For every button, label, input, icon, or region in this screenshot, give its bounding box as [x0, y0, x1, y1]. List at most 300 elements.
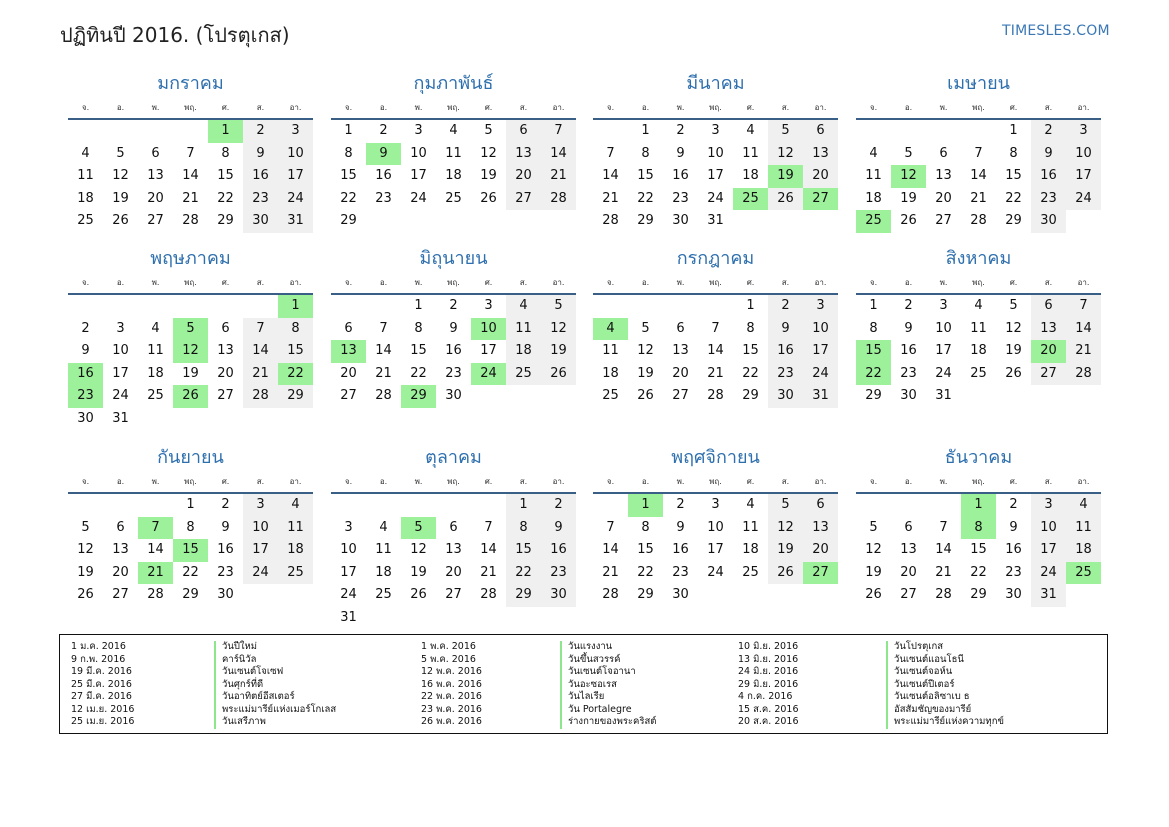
day-cell: 21: [602, 564, 619, 580]
legend-entry: วันเซนต์โจอานา: [568, 666, 636, 677]
day-cell: 12: [768, 143, 803, 166]
empty-cell: [663, 295, 698, 318]
day-cell: 30: [243, 210, 278, 233]
weekday-label: ศ.: [1009, 278, 1018, 287]
weekday-label: ศ.: [746, 477, 755, 486]
weekday-label: อา.: [289, 103, 302, 112]
month-block: [593, 69, 838, 233]
day-cell: 23: [243, 188, 278, 211]
day-cell: 23: [1031, 188, 1066, 211]
weekday-header: [593, 475, 838, 489]
holiday-day-cell: 15: [173, 539, 208, 562]
day-cell: 10: [1066, 143, 1101, 166]
day-cell: 10: [707, 519, 724, 535]
day-cell: 29: [637, 213, 654, 228]
holiday-day-cell: 12: [891, 165, 926, 188]
day-cell: 6: [221, 320, 230, 336]
holiday-day-cell: 20: [1031, 340, 1066, 363]
empty-cell: [436, 494, 471, 517]
day-grid: [68, 494, 313, 607]
legend-entry: 13 มิ.ย. 2016: [738, 653, 799, 665]
day-cell: 1: [641, 123, 650, 138]
weekday-label: อา.: [1077, 103, 1090, 112]
weekday-header: [331, 101, 576, 115]
day-cell: 6: [506, 120, 541, 143]
weekday-label: พ.: [414, 103, 423, 112]
day-cell: 29: [865, 388, 882, 403]
legend-entry: วันโปรตุเกส: [894, 641, 944, 652]
weekday-label: พฤ.: [972, 103, 985, 112]
day-cell: 16: [672, 542, 689, 557]
day-cell: 3: [243, 494, 278, 517]
day-cell: 11: [445, 145, 462, 161]
day-cell: 12: [1005, 320, 1022, 336]
holiday-day-cell: 27: [803, 188, 838, 211]
month-block: [593, 244, 838, 408]
legend-entry: 15 ส.ค. 2016: [738, 703, 799, 715]
day-cell: 24: [707, 190, 724, 206]
legend-col3-dates: [738, 641, 799, 729]
day-cell: 14: [707, 343, 724, 358]
day-cell: 21: [1066, 340, 1101, 363]
day-cell: 29: [217, 213, 234, 228]
day-cell: 9: [81, 343, 90, 358]
day-cell: 6: [151, 145, 160, 161]
day-cell: 5: [641, 320, 650, 336]
legend-entry: วันเซนต์จอห์น: [894, 666, 953, 677]
day-cell: 17: [410, 168, 427, 183]
day-cell: 27: [900, 587, 917, 602]
holiday-day-cell: 13: [331, 340, 366, 363]
day-cell: 8: [278, 318, 313, 341]
day-cell: 12: [637, 343, 654, 358]
day-cell: 14: [182, 168, 199, 183]
day-cell: 13: [506, 143, 541, 166]
day-cell: 10: [707, 145, 724, 161]
legend-entry: วันปีใหม่: [222, 641, 258, 652]
day-cell: 26: [768, 188, 803, 211]
legend-entry: 4 ก.ค. 2016: [738, 691, 793, 702]
day-cell: 15: [742, 343, 759, 358]
day-cell: 3: [414, 123, 423, 138]
weekday-label: พฤ.: [447, 278, 460, 287]
day-grid: [593, 120, 838, 233]
day-cell: 6: [344, 320, 353, 336]
day-cell: 11: [278, 517, 313, 540]
day-cell: 17: [278, 165, 313, 188]
day-cell: 28: [147, 587, 164, 602]
day-cell: 9: [221, 519, 230, 535]
day-cell: 12: [112, 168, 129, 183]
legend-col1-dates: [71, 641, 134, 729]
weekday-label: ส.: [256, 278, 265, 287]
day-cell: 9: [541, 517, 576, 540]
day-cell: 1: [414, 298, 423, 313]
day-cell: 6: [904, 519, 913, 535]
weekday-header: [593, 276, 838, 290]
weekday-label: อ.: [904, 278, 913, 287]
day-cell: 3: [344, 519, 353, 535]
day-cell: 17: [340, 564, 357, 580]
day-cell: 22: [742, 365, 759, 381]
day-cell: 14: [480, 542, 497, 557]
day-cell: 24: [410, 190, 427, 206]
holiday-day-cell: 26: [173, 385, 208, 408]
day-cell: 31: [278, 210, 313, 233]
day-cell: 10: [340, 542, 357, 557]
day-cell: 2: [768, 295, 803, 318]
day-cell: 18: [602, 365, 619, 381]
day-cell: 2: [449, 298, 458, 313]
day-cell: 26: [410, 587, 427, 602]
day-cell: 24: [340, 587, 357, 602]
day-cell: 15: [637, 542, 654, 557]
day-cell: 19: [900, 190, 917, 206]
day-cell: 17: [803, 340, 838, 363]
day-cell: 24: [1031, 562, 1066, 585]
day-cell: 18: [1066, 539, 1101, 562]
month-name: เมษายน: [947, 73, 1010, 94]
weekday-label: อ.: [904, 477, 913, 486]
day-cell: 24: [112, 388, 129, 403]
day-cell: 8: [221, 145, 230, 161]
day-cell: 7: [606, 519, 615, 535]
day-cell: 3: [711, 497, 720, 512]
legend-entry: วันไลเรีย: [568, 691, 605, 702]
day-cell: 9: [449, 320, 458, 336]
day-cell: 26: [1005, 365, 1022, 381]
day-cell: 31: [112, 410, 129, 426]
day-cell: 19: [182, 365, 199, 381]
day-cell: 25: [445, 190, 462, 206]
day-cell: 5: [768, 120, 803, 143]
weekday-label: อ.: [641, 103, 650, 112]
day-cell: 28: [707, 388, 724, 403]
day-cell: 8: [344, 145, 353, 161]
day-grid: [331, 120, 576, 233]
day-cell: 21: [970, 190, 987, 206]
day-cell: 9: [1031, 143, 1066, 166]
holiday-legend: [59, 634, 1108, 734]
weekday-label: ศ.: [484, 278, 493, 287]
day-cell: 4: [746, 123, 755, 138]
day-cell: 28: [602, 587, 619, 602]
holiday-day-cell: 16: [68, 363, 103, 386]
day-cell: 24: [243, 562, 278, 585]
day-cell: 21: [480, 564, 497, 580]
day-cell: 24: [803, 363, 838, 386]
weekday-label: จ.: [81, 278, 90, 287]
day-cell: 1: [869, 298, 878, 313]
day-cell: 9: [1009, 519, 1018, 535]
weekday-label: อา.: [552, 477, 565, 486]
holiday-day-cell: 15: [856, 340, 891, 363]
empty-cell: [68, 494, 103, 517]
holiday-day-cell: 1: [961, 494, 996, 517]
empty-cell: [68, 120, 103, 143]
day-cell: 15: [340, 168, 357, 183]
month-name: ธันวาคม: [944, 447, 1013, 468]
day-cell: 23: [672, 564, 689, 580]
day-cell: 6: [803, 120, 838, 143]
weekday-label: พฤ.: [709, 278, 722, 287]
day-cell: 16: [541, 539, 576, 562]
weekday-label: พฤ.: [447, 103, 460, 112]
empty-cell: [138, 494, 173, 517]
legend-entry: วันเซนต์โจเซฟ: [222, 666, 284, 677]
day-cell: 23: [672, 190, 689, 206]
legend-col2-dates: [421, 641, 482, 729]
day-cell: 22: [1005, 190, 1022, 206]
weekday-label: อา.: [814, 477, 827, 486]
day-cell: 23: [900, 365, 917, 381]
day-cell: 28: [375, 388, 392, 403]
day-cell: 13: [672, 343, 689, 358]
weekday-label: จ.: [344, 103, 353, 112]
legend-entry: 12 พ.ค. 2016: [421, 666, 482, 677]
holiday-day-cell: 1: [208, 120, 243, 143]
day-cell: 7: [606, 145, 615, 161]
holiday-day-cell: 22: [856, 363, 891, 386]
day-cell: 6: [1031, 295, 1066, 318]
weekday-label: อ.: [379, 278, 388, 287]
day-cell: 18: [77, 190, 94, 206]
day-cell: 16: [217, 542, 234, 557]
day-cell: 23: [541, 562, 576, 585]
day-cell: 29: [506, 584, 541, 607]
day-grid: [856, 120, 1101, 233]
legend-entry: 9 ก.พ. 2016: [71, 653, 126, 665]
legend-entry: 5 พ.ค. 2016: [421, 653, 476, 665]
day-cell: 25: [506, 363, 541, 386]
month-name: ตุลาคม: [425, 447, 482, 468]
day-cell: 31: [340, 609, 357, 625]
month-block: [68, 69, 313, 233]
empty-cell: [891, 120, 926, 143]
day-cell: 7: [186, 145, 195, 161]
legend-entry: 25 เม.ย. 2016: [71, 716, 135, 727]
day-cell: 13: [147, 168, 164, 183]
weekday-label: ศ.: [221, 278, 230, 287]
day-cell: 11: [1066, 517, 1101, 540]
month-name: มกราคม: [157, 73, 224, 94]
day-cell: 2: [904, 298, 913, 313]
legend-entry: วันเสรีภาพ: [222, 716, 266, 727]
day-cell: 19: [410, 564, 427, 580]
day-cell: 2: [541, 494, 576, 517]
day-cell: 8: [869, 320, 878, 336]
day-cell: 6: [116, 519, 125, 535]
day-cell: 2: [221, 497, 230, 512]
day-cell: 29: [970, 587, 987, 602]
legend-entry: 22 พ.ค. 2016: [421, 691, 482, 702]
day-cell: 7: [379, 320, 388, 336]
day-cell: 5: [869, 519, 878, 535]
weekday-header: [331, 475, 576, 489]
day-cell: 8: [1009, 145, 1018, 161]
month-name: กุมภาพันธ์: [413, 73, 494, 94]
day-cell: 18: [742, 168, 759, 183]
month-name: มิถุนายน: [419, 248, 488, 269]
day-cell: 5: [768, 494, 803, 517]
day-cell: 9: [676, 145, 685, 161]
day-cell: 3: [278, 120, 313, 143]
day-cell: 22: [410, 365, 427, 381]
day-cell: 26: [480, 190, 497, 206]
day-cell: 19: [77, 564, 94, 580]
day-grid: [331, 494, 576, 629]
day-cell: 20: [147, 190, 164, 206]
legend-entry: อัสสัมชัญของมารีย์: [894, 703, 972, 715]
weekday-label: อ.: [641, 278, 650, 287]
day-cell: 2: [243, 120, 278, 143]
day-cell: 2: [1031, 120, 1066, 143]
month-block: [856, 244, 1101, 408]
day-cell: 13: [217, 343, 234, 358]
holiday-day-cell: 24: [471, 363, 506, 386]
day-cell: 16: [243, 165, 278, 188]
day-grid: [68, 120, 313, 233]
day-cell: 17: [480, 343, 497, 358]
weekday-label: พฤ.: [709, 477, 722, 486]
day-cell: 4: [449, 123, 458, 138]
day-cell: 16: [375, 168, 392, 183]
day-cell: 15: [410, 343, 427, 358]
day-cell: 15: [1005, 168, 1022, 183]
day-cell: 5: [116, 145, 125, 161]
day-cell: 27: [445, 587, 462, 602]
day-cell: 3: [116, 320, 125, 336]
day-cell: 22: [970, 564, 987, 580]
day-cell: 14: [935, 542, 952, 557]
day-cell: 2: [81, 320, 90, 336]
weekday-header: [856, 101, 1101, 115]
day-cell: 22: [340, 190, 357, 206]
day-cell: 16: [1031, 165, 1066, 188]
day-cell: 30: [1005, 587, 1022, 602]
day-cell: 1: [344, 123, 353, 138]
legend-entry: ร่างกายของพระคริสต์: [568, 716, 657, 727]
legend-entry: 24 มิ.ย. 2016: [738, 666, 799, 677]
day-cell: 10: [243, 517, 278, 540]
day-cell: 5: [904, 145, 913, 161]
month-block: [331, 69, 576, 233]
day-cell: 18: [970, 343, 987, 358]
day-cell: 13: [445, 542, 462, 557]
empty-cell: [173, 295, 208, 318]
day-cell: 14: [1066, 318, 1101, 341]
day-cell: 4: [1066, 494, 1101, 517]
legend-entry: วันขึ้นสวรรค์: [568, 653, 621, 665]
empty-cell: [593, 494, 628, 517]
empty-cell: [103, 120, 138, 143]
weekday-label: อา.: [552, 278, 565, 287]
weekday-label: พฤ.: [447, 477, 460, 486]
legend-entry: 27 มี.ค. 2016: [71, 691, 132, 702]
day-cell: 6: [676, 320, 685, 336]
day-cell: 18: [375, 564, 392, 580]
day-cell: 8: [641, 519, 650, 535]
day-cell: 4: [81, 145, 90, 161]
day-cell: 9: [676, 519, 685, 535]
day-cell: 14: [970, 168, 987, 183]
weekday-label: อา.: [289, 477, 302, 486]
weekday-label: ส.: [1044, 103, 1053, 112]
holiday-day-cell: 1: [278, 295, 313, 318]
day-cell: 31: [803, 385, 838, 408]
weekday-label: พฤ.: [972, 278, 985, 287]
legend-entry: วันอะซอเรส: [568, 678, 617, 690]
day-cell: 9: [904, 320, 913, 336]
day-cell: 28: [243, 385, 278, 408]
day-cell: 28: [970, 213, 987, 228]
day-cell: 3: [803, 295, 838, 318]
day-cell: 21: [375, 365, 392, 381]
empty-cell: [698, 295, 733, 318]
legend-entry: 10 มิ.ย. 2016: [738, 641, 799, 652]
day-cell: 17: [707, 168, 724, 183]
day-cell: 4: [278, 494, 313, 517]
day-cell: 8: [506, 517, 541, 540]
empty-cell: [856, 494, 891, 517]
day-cell: 3: [484, 298, 493, 313]
month-block: [331, 443, 576, 629]
day-cell: 17: [1031, 539, 1066, 562]
day-cell: 25: [147, 388, 164, 403]
day-cell: 24: [278, 188, 313, 211]
weekday-label: จ.: [606, 278, 615, 287]
day-cell: 13: [112, 542, 129, 557]
day-cell: 1: [186, 497, 195, 512]
day-cell: 28: [935, 587, 952, 602]
day-cell: 18: [865, 190, 882, 206]
day-cell: 29: [278, 385, 313, 408]
weekday-label: พ.: [939, 477, 948, 486]
weekday-label: อ.: [641, 477, 650, 486]
day-cell: 29: [182, 587, 199, 602]
month-block: [331, 244, 576, 408]
day-cell: 5: [541, 295, 576, 318]
day-cell: 11: [742, 519, 759, 535]
day-cell: 20: [803, 539, 838, 562]
day-cell: 30: [445, 388, 462, 403]
site-link[interactable]: TIMESLES.COM: [1002, 23, 1110, 39]
day-cell: 4: [379, 519, 388, 535]
holiday-day-cell: 5: [173, 318, 208, 341]
empty-cell: [366, 494, 401, 517]
holiday-day-cell: 12: [173, 340, 208, 363]
day-cell: 13: [1031, 318, 1066, 341]
day-cell: 19: [480, 168, 497, 183]
day-cell: 30: [77, 410, 94, 426]
weekday-label: ศ.: [746, 103, 755, 112]
weekday-label: ส.: [1044, 477, 1053, 486]
day-cell: 11: [602, 343, 619, 358]
legend-entry: พระแม่มารีย์แห่งเมอร์โกเลส: [222, 703, 337, 715]
day-cell: 3: [1066, 120, 1101, 143]
month-block: [856, 69, 1101, 233]
empty-cell: [628, 295, 663, 318]
weekday-label: จ.: [81, 477, 90, 486]
day-cell: 8: [746, 320, 755, 336]
day-cell: 3: [1031, 494, 1066, 517]
weekday-label: ศ.: [221, 103, 230, 112]
day-cell: 20: [935, 190, 952, 206]
day-cell: 30: [768, 385, 803, 408]
empty-cell: [593, 120, 628, 143]
day-cell: 12: [865, 542, 882, 557]
day-cell: 5: [484, 123, 493, 138]
